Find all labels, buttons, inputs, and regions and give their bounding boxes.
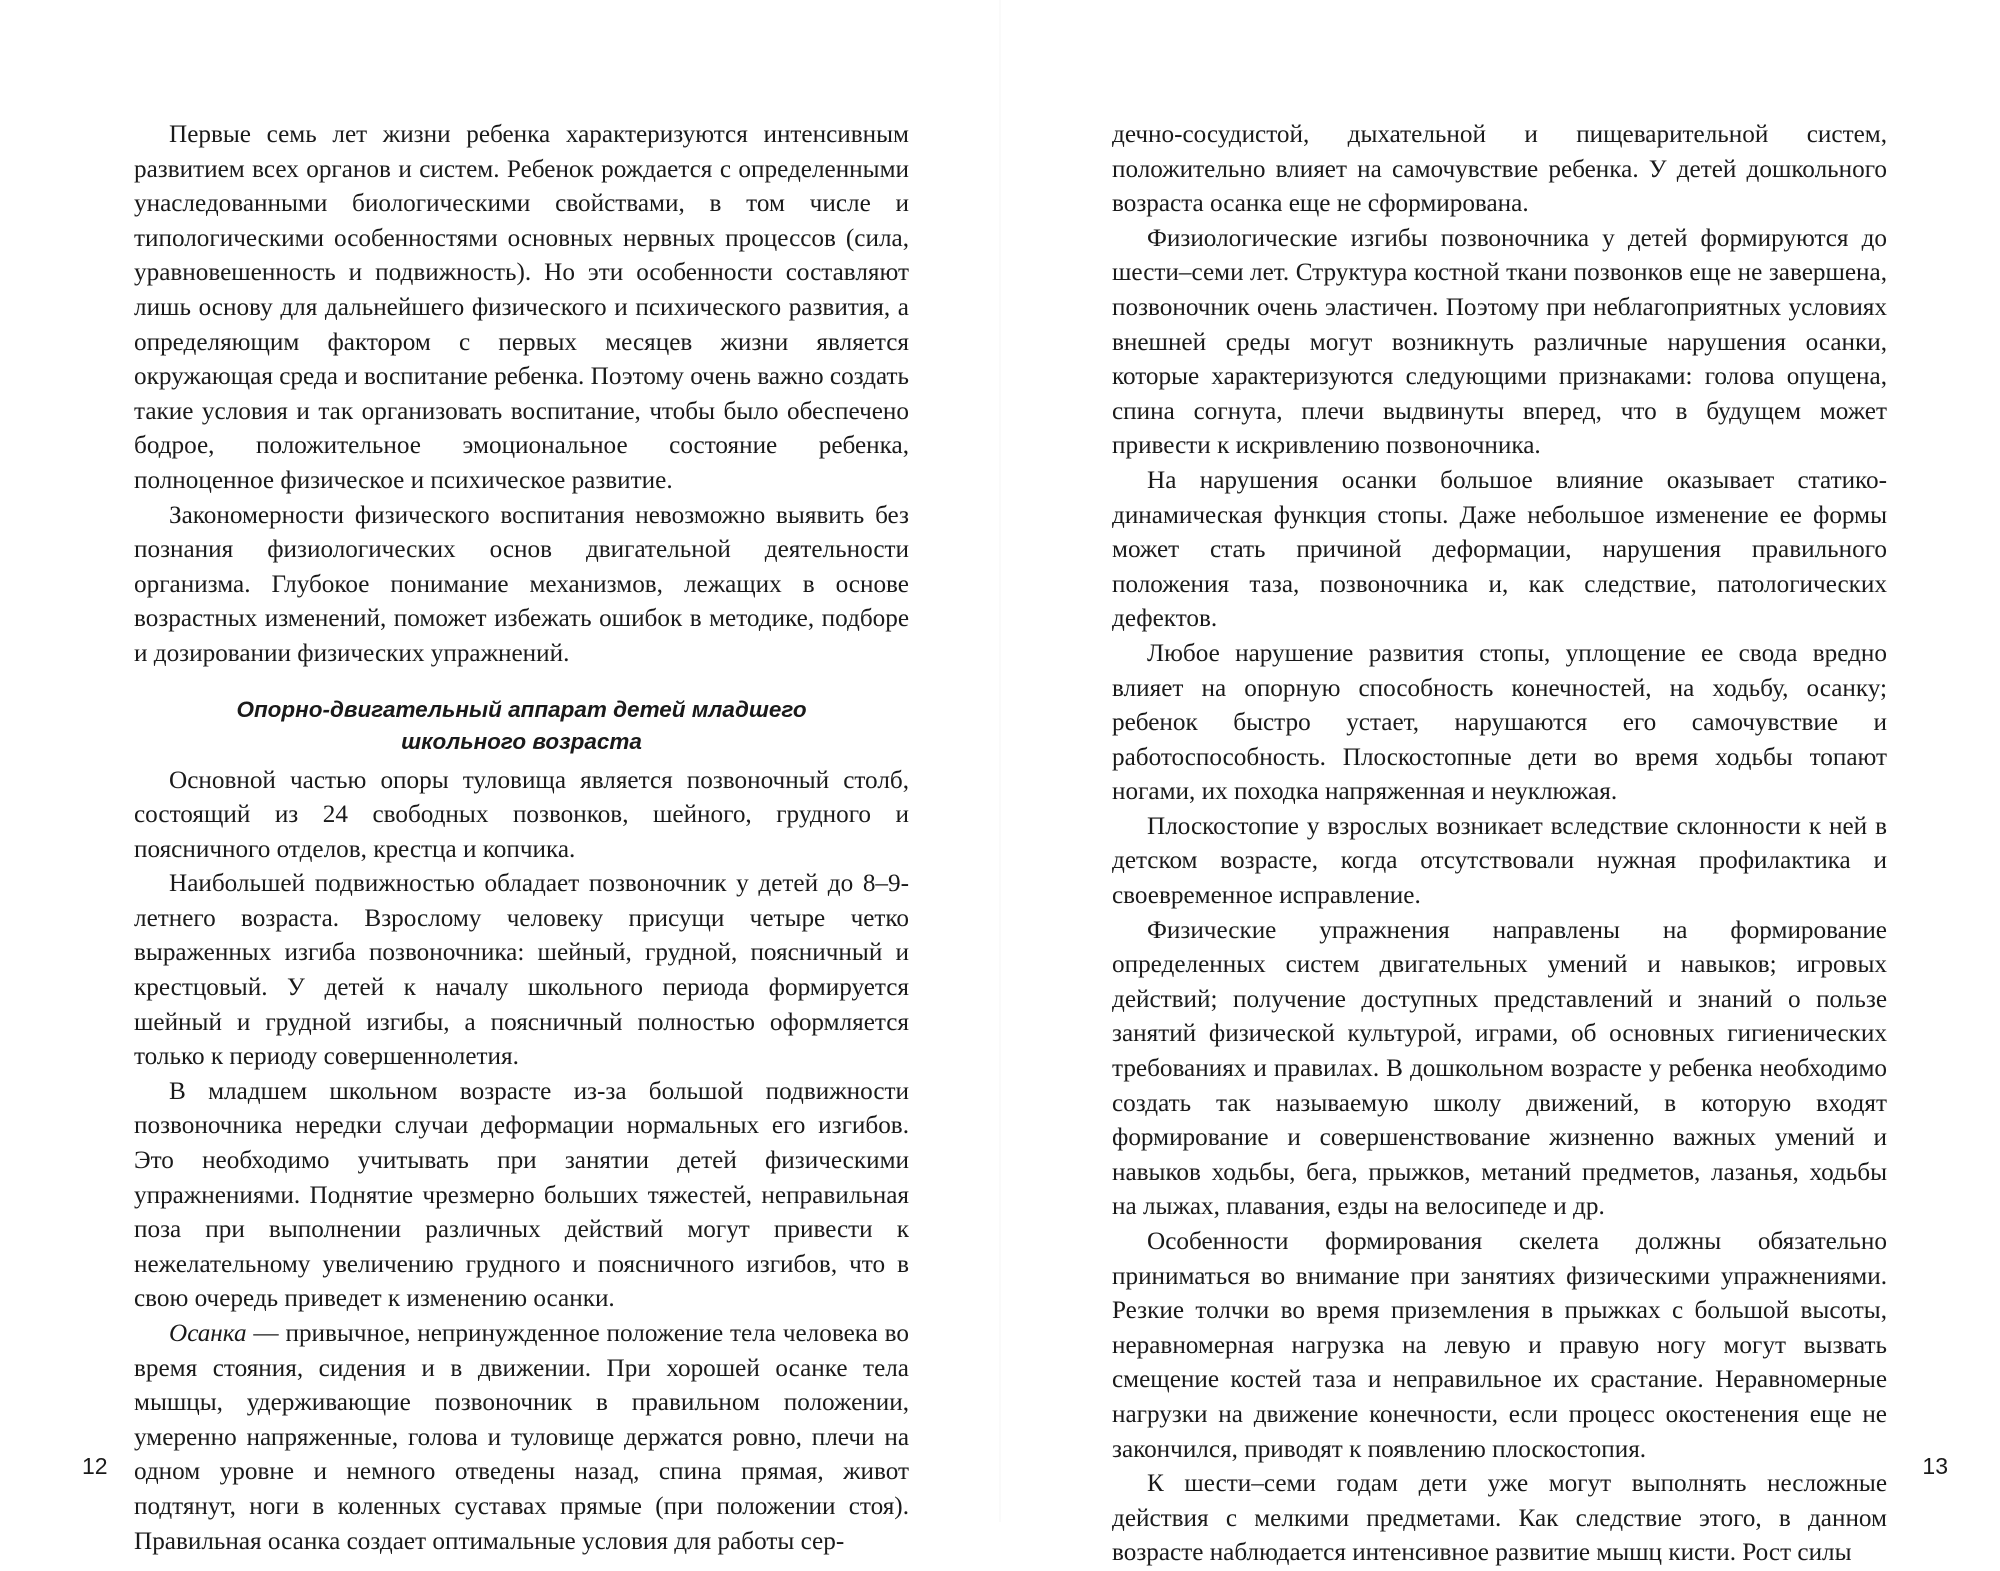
section-heading-line-1: Опорно-двигательный аппарат детей младшего: [236, 696, 807, 722]
paragraph-skeleton-formation: Особенности формирования скелета должны обязательно приниматься во внимание при занятиях физическими упражнениями. Резкие толчки во время приземления в прыжках с большой высоты, неравномерная нагрузка на левую и правую ногу могут вызвать смещение костей таза и неправильное их срастание. Неравномерные нагрузки на движение конечности, если процесс окостенения еще не закончился, приводят к появлению плоскостопия.: [1112, 1228, 1887, 1463]
paragraph-posture: [134, 1317, 909, 1559]
left-page: [0, 0, 1000, 1555]
right-page: [1000, 0, 2000, 1567]
paragraph-spinal-column: Основной частью опоры туловища является позвоночный столб, состоящий из 24 свободных позвонков, шейного, грудного и поясничного отделов, крестца и копчика.: [134, 766, 909, 863]
paragraph-fine-motor: К шести–семи годам дети уже могут выполнять несложные действия с мелкими предметами. Как следствие этого, в данном возрасте наблюдается интенсивное развитие мышц кисти. Рост силы: [1112, 1470, 1887, 1567]
left-page-text-column: [134, 118, 909, 1559]
paragraph-physiological-curves: Физиологические изгибы позвоночника у детей формируются до шести–семи лет. Структура костной ткани позвонков еще не завершена, позвоночник очень эластичен. Поэтому при неблагоприятных условиях внешней среды могут возникнуть различные нарушения осанки, которые характеризуются следующими признаками: голова опущена, спина согнута, плечи выдвинуты вперед, что в будущем может привести к искривлению позвоночника.: [1112, 224, 1887, 460]
section-heading: [134, 694, 909, 758]
page-number-right: 13: [1922, 1453, 1948, 1479]
paragraph-foot-disorders: Любое нарушение развития стопы, уплощение ее свода вредно влияет на опорную способность конечностей, на ходьбу, осанку; ребенок быстро устает, нарушаются его самочувствие и работоспособность. Плоскостопные дети во время ходьбы топают ногами, их походка напряженная и неуклюжая.: [1112, 639, 1887, 806]
paragraph-continuation: дечно-сосудистой, дыхательной и пищеварительной систем, положительно влияет на самочувствие ребенка. У детей дошкольного возраста осанка еще не сформирована.: [1112, 121, 1887, 218]
paragraph-first-seven-years: Первые семь лет жизни ребенка характеризуются интенсивным развитием всех органов и систем. Ребенок рождается с определенными унаследованными биологическими свойствами, в том числе и типологическими особенностями основных нервных процессов (сила, уравновешенность и подвижность). Но эти особенности составляют лишь основу для дальнейшего физического и психического развития, а определяющим фактором с первых месяцев жизни является окружающая среда и воспитание ребенка. Поэтому очень важно создать такие условия и так организовать воспитание, чтобы было обеспечено бодрое, положительное эмоциональное состояние ребенка, полноценное физическое и психическое развитие.: [134, 121, 909, 494]
paragraph-regularities: Закономерности физического воспитания невозможно выявить без познания физиологических основ двигательной деятельности организма. Глубокое понимание механизмов, лежащих в основе возрастных изменений, поможет избежать ошибок в методике, подборе и дозировании физических упражнений.: [134, 501, 909, 667]
paragraph-foot-function: На нарушения осанки большое влияние оказывает статико-динамическая функция стопы. Даже небольшое изменение ее формы может стать причиной деформации, нарушения правильного положения таза, позвоночника и, как следствие, патологических дефектов.: [1112, 466, 1887, 633]
paragraph-spine-mobility: Наибольшей подвижностью обладает позвоночник у детей до 8–9-летнего возраста. Взрослому человеку присущи четыре четко выраженных изгиба позвоночника: шейный, грудной, поясничный и крестцовый. У детей к началу школьного периода формируется шейный и грудной изгибы, а поясничный полностью оформляется только к периоду совершеннолетия.: [134, 870, 909, 1071]
page-number-left: 12: [82, 1453, 108, 1479]
paragraph-exercises: Физические упражнения направлены на формирование определенных систем двигательных умений и навыков; игровых действий; получение доступных представлений и знаний о пользе занятий физической культурой, играми, об основных гигиенических требованиях и правилах. В дошкольном возрасте у ребенка необходимо создать так называемую школу движений, в которую входят формирование и совершенствование жизненно важных умений и навыков ходьбы, бега, прыжков, метаний предметов, лазанья, ходьбы на лыжах, плавания, езды на велосипеде и др.: [1112, 916, 1887, 1221]
posture-definition: — привычное, непринужденное положение тела человека во время стояния, сидения и в движении. При хорошей осанке тела мышцы, удерживающие позвоночник в правильном положении, умеренно напряженные, голова и туловище держатся ровно, плечи на одном уровне и немного отведены назад, спина прямая, живот подтянут, ноги в коленных суставах прямые (при положении стоя). Правильная осанка создает оптимальные условия для работы сер-: [134, 1320, 909, 1555]
right-page-text-column: [1112, 118, 1887, 1571]
posture-term: Осанка: [169, 1320, 247, 1347]
section-heading-line-2: школьного возраста: [401, 728, 642, 754]
paragraph-school-age-deformation: В младшем школьном возрасте из-за большой подвижности позвоночника нередки случаи деформации нормальных его изгибов. Это необходимо учитывать при занятии детей физическими упражнениями. Поднятие чрезмерно больших тяжестей, неправильная поза при выполнении различных действий могут привести к нежелательному увеличению грудного и поясничного изгибов, что в свою очередь приведет к изменению осанки.: [134, 1077, 909, 1313]
paragraph-flat-feet-adults: Плоскостопие у взрослых возникает вследствие склонности к ней в детском возрасте, когда отсутствовали нужная профилактика и своевременное исправление.: [1112, 812, 1887, 910]
